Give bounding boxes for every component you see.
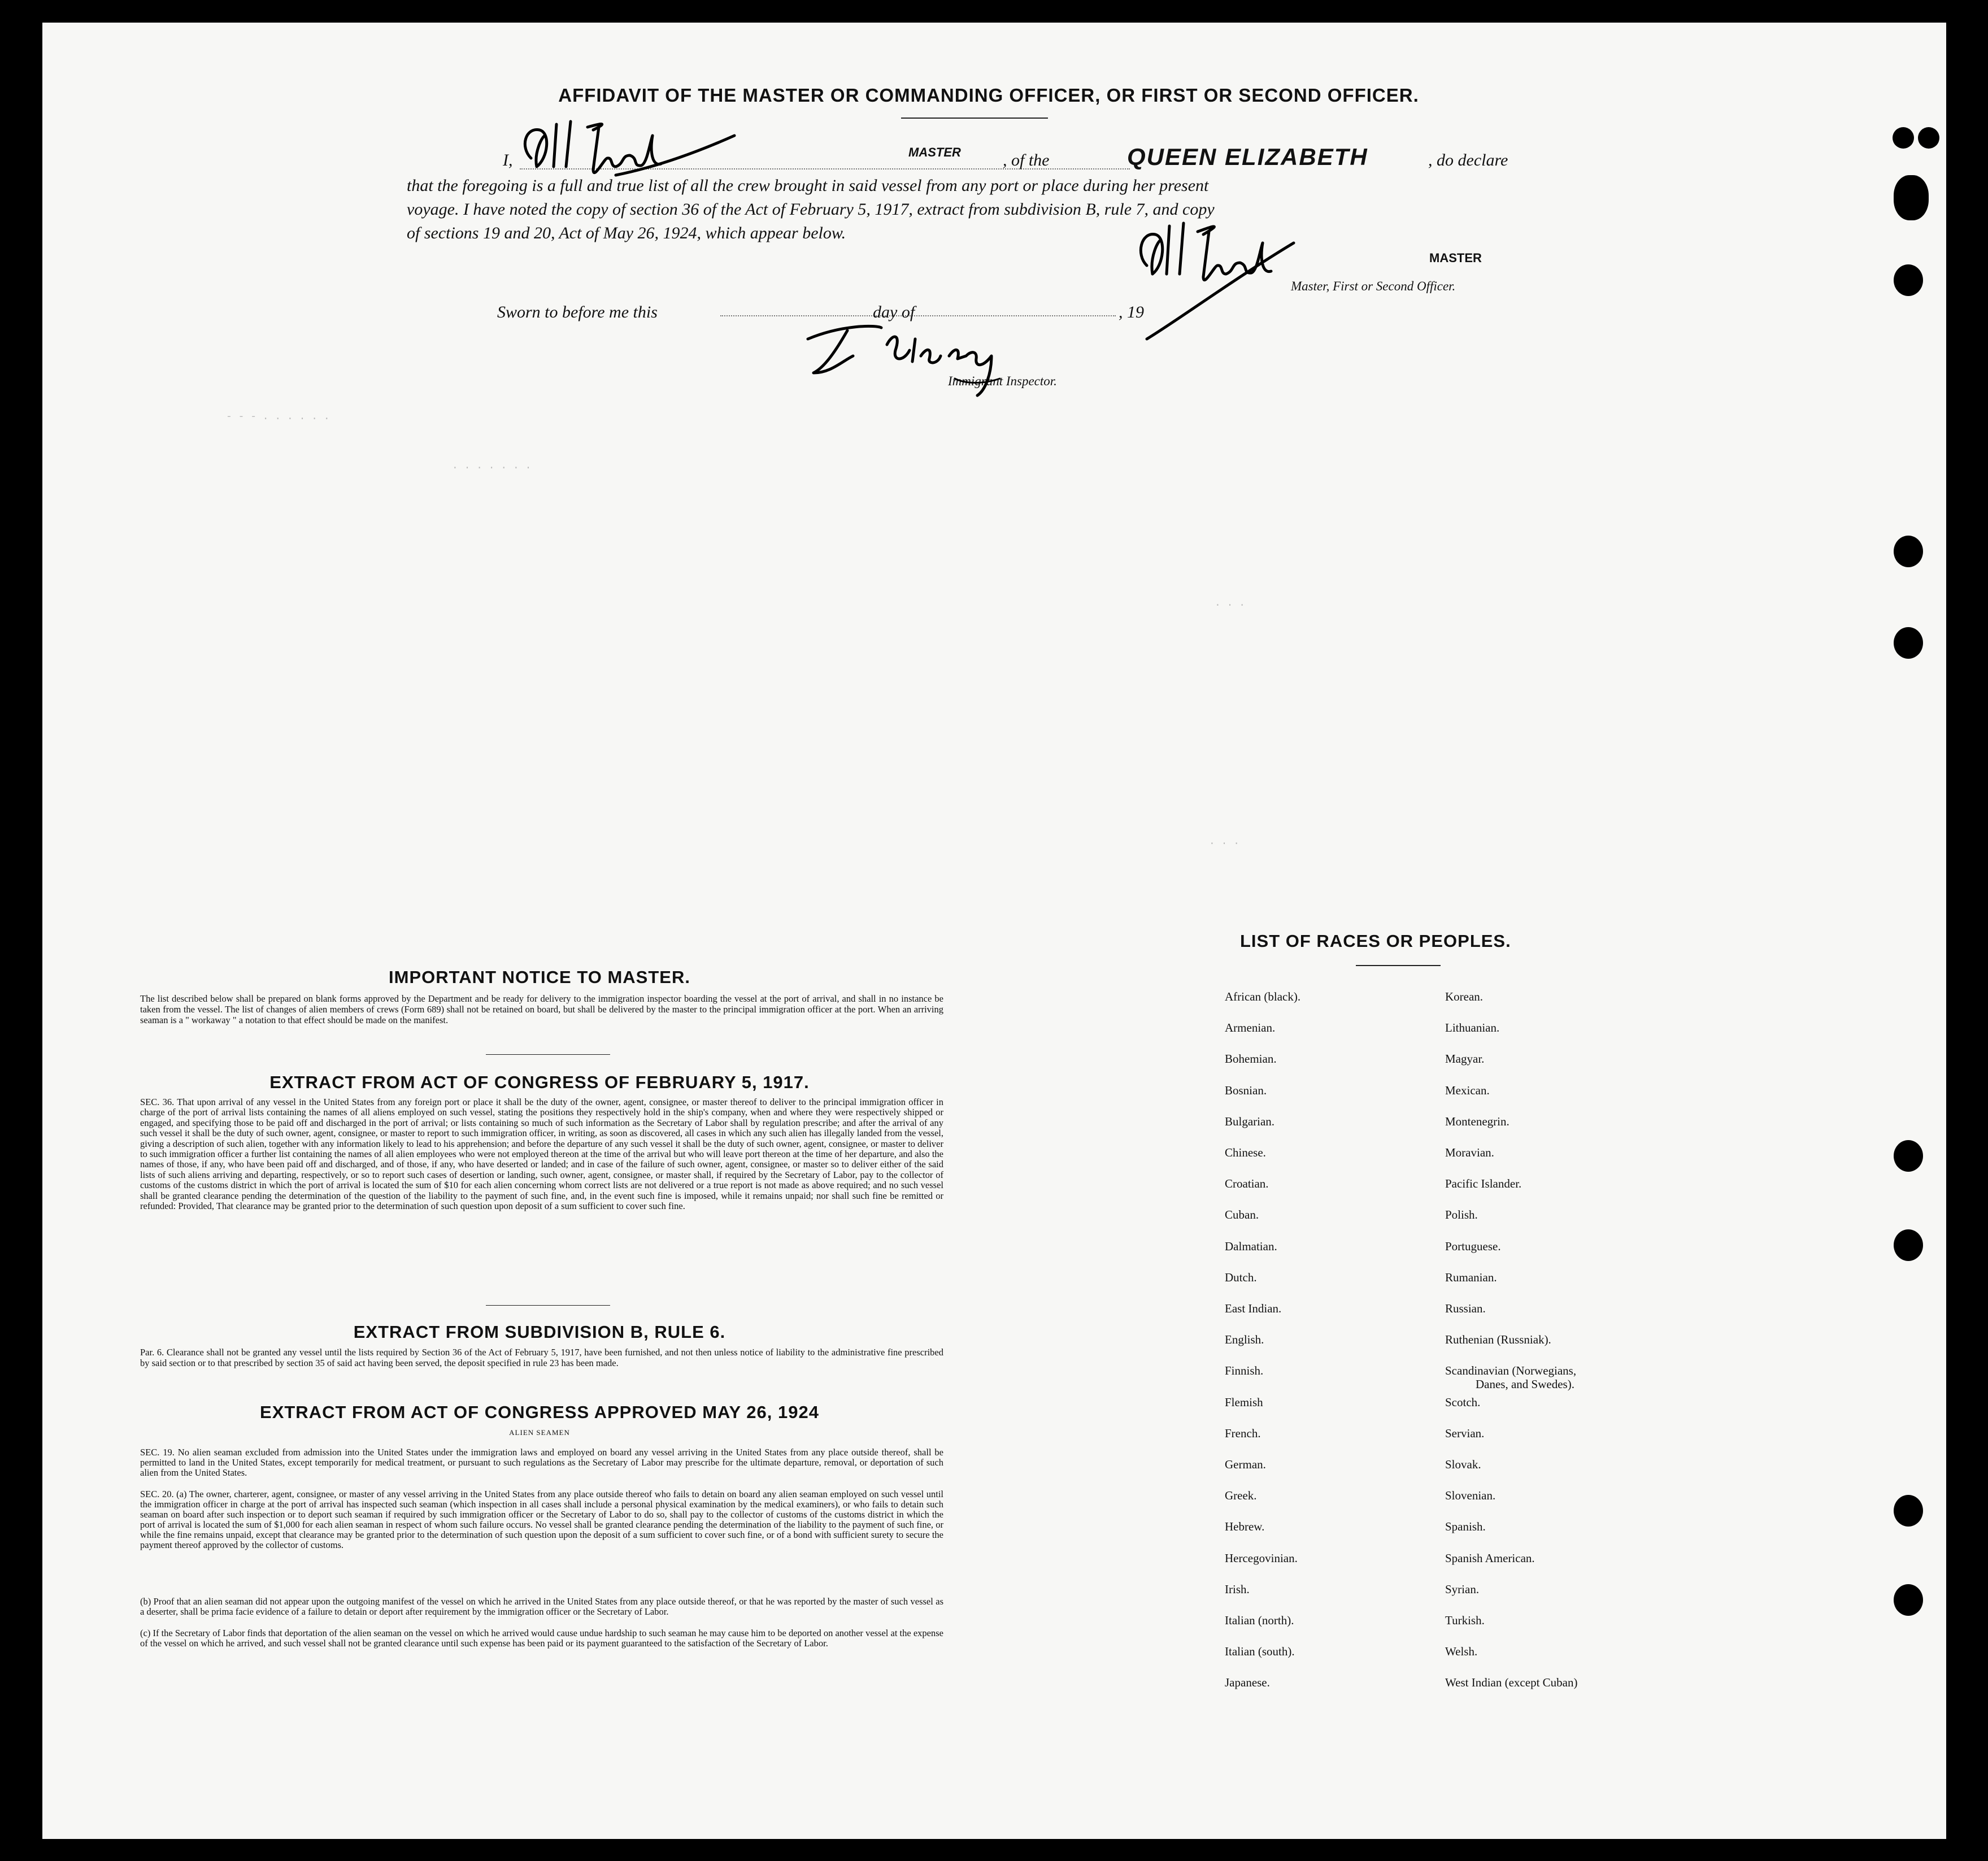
race-item: Syrian. — [1445, 1582, 1480, 1596]
race-item: African (black). — [1225, 990, 1301, 1003]
inspector-caption: Immigrant Inspector. — [948, 374, 1057, 388]
inspector-signature — [797, 316, 1068, 401]
punch-hole — [1894, 264, 1923, 296]
race-item: Dutch. — [1225, 1270, 1257, 1284]
race-item: Scotch. — [1445, 1395, 1481, 1409]
race-item: Servian. — [1445, 1426, 1485, 1440]
master-stamp: MASTER — [908, 145, 961, 159]
rule6-text: Par. 6. Clearance shall not be granted any vessel until the lists required by Section 36 of the Act of February 5, 1917, have been furnished, and not then unless notice of liability to the administrative fine prescribed by said section or to that prescribed by section 35 of said act having been served, the deposit specified in rule 23 has been made. — [140, 1347, 943, 1368]
master-signature-2 — [1124, 209, 1311, 350]
race-item: Spanish American. — [1445, 1551, 1535, 1565]
race-item: Chinese. — [1225, 1146, 1266, 1159]
sec19-text: SEC. 19. No alien seaman excluded from admission into the United States under the immigration laws and employed on board any vessel arriving in the United States from any place outside thereof, shall be permitted to land in the United States, except temporarily for medical treatment, or pursuant to such regulations as the Secretary of Labor may prescribe for the ultimate departure, removal, or deportation of such alien from the United States. — [140, 1447, 943, 1478]
race-item: Montenegrin. — [1445, 1114, 1510, 1128]
race-item: Slovenian. — [1445, 1489, 1496, 1503]
race-item: Mexican. — [1445, 1083, 1490, 1097]
race-item: Armenian. — [1225, 1021, 1276, 1035]
race-item: Dalmatian. — [1225, 1239, 1277, 1253]
race-item: Greek. — [1225, 1489, 1257, 1503]
race-item: Flemish — [1225, 1395, 1263, 1409]
race-item: Welsh. — [1445, 1645, 1478, 1659]
bleed-through: . . . — [1215, 598, 1246, 609]
punch-hole — [1894, 536, 1923, 567]
race-item: Pacific Islander. — [1445, 1177, 1522, 1191]
race-item: Slovak. — [1445, 1458, 1481, 1471]
race-item: Bosnian. — [1225, 1083, 1267, 1097]
punch-hole — [1894, 1229, 1923, 1261]
race-item: German. — [1225, 1458, 1266, 1471]
race-item: Irish. — [1225, 1582, 1250, 1596]
race-item: Ruthenian (Russniak). — [1445, 1333, 1551, 1347]
punch-hole — [1894, 1495, 1923, 1527]
punch-hole — [1894, 627, 1923, 659]
i-label: I, — [503, 151, 513, 169]
master-stamp-2: MASTER — [1429, 251, 1482, 265]
sec20c-text: (c) If the Secretary of Labor finds that deportation of the alien seaman on the vessel on which he arrived would cause undue hardship to such seaman he may cause him to be deported on another vessel at the expense of the vessel on which he arrived, and such vessel shall not be granted clearance until such expense has been paid or its payment guaranteed to the satisfaction of the Secretary of Labor. — [140, 1628, 943, 1649]
of-the-label: , of the — [1003, 151, 1050, 169]
race-item: Cuban. — [1225, 1208, 1259, 1222]
race-item: Danes, and Swedes). — [1476, 1377, 1574, 1391]
race-item: Polish. — [1445, 1208, 1478, 1222]
race-item: English. — [1225, 1333, 1264, 1347]
race-item: East Indian. — [1225, 1302, 1282, 1315]
race-item: Scandinavian (Norwegians, — [1445, 1364, 1577, 1378]
declaration-line-4: of sections 19 and 20, Act of May 26, 1924, which appear below. — [407, 224, 846, 242]
bleed-through: - - - . . . . . . — [226, 411, 330, 423]
year-label: , 19 — [1119, 303, 1144, 321]
document-sheet — [42, 23, 1946, 1839]
race-item: Russian. — [1445, 1302, 1486, 1315]
race-item: Italian (north). — [1225, 1614, 1294, 1627]
declaration-line-3: voyage. I have noted the copy of section 36 of the Act of February 5, 1917, extract from subdivision B, rule 7, and copy — [407, 200, 1215, 219]
punch-hole — [1894, 1584, 1923, 1616]
punch-hole — [1894, 175, 1929, 220]
divider — [486, 1054, 610, 1055]
day-of-label: day of — [873, 303, 915, 321]
races-underline — [1356, 965, 1441, 966]
race-item: Finnish. — [1225, 1364, 1264, 1378]
race-item: Bohemian. — [1225, 1052, 1277, 1066]
declaration-line-2: that the foregoing is a full and true list of all the crew brought in said vessel from any port or place during her present — [407, 176, 1209, 195]
race-item: Hercegovinian. — [1225, 1551, 1298, 1565]
race-item: Turkish. — [1445, 1614, 1485, 1627]
bleed-through: . . . . . . . — [452, 460, 532, 472]
sec20a-text: SEC. 20. (a) The owner, charterer, agent, consignee, or master of any vessel arriving in the United States from any place outside thereof who fails to detain on board any alien seaman employed on such vessel until the immigration officer in charge at the port of arrival has inspected such seaman (which inspection in all cases shall include a personal physical examination by the medical examiners), or who fails to detain such seaman on board after such inspection or to deport such seaman if required by such immigration officer or the Secretary of Labor to do so, shall pay to the collector of customs of the customs district in which the port of arrival is located the sum of $1,000 for each alien seaman in respect of whom such failure occurs. No vessel shall be granted clearance pending the determination of the liability to the payment of such fine, or while the fine remains unpaid, except that clearance may be granted prior to the determination of such question upon the deposit of a sum sufficient to cover such fine, or of a bond with sufficient surety to secure the payment thereof approved by the collector of customs. — [140, 1489, 943, 1550]
race-item: Magyar. — [1445, 1052, 1485, 1066]
race-item: Lithuanian. — [1445, 1021, 1500, 1035]
extract-1924-title: EXTRACT FROM ACT OF CONGRESS APPROVED MAY 26, 1924 — [260, 1402, 819, 1422]
race-item: Italian (south). — [1225, 1645, 1295, 1659]
race-item: Bulgarian. — [1225, 1114, 1275, 1128]
extract-1917-title: EXTRACT FROM ACT OF CONGRESS OF FEBRUARY 5, 1917. — [269, 1072, 810, 1092]
sworn-label: Sworn to before me this — [497, 303, 658, 321]
race-item: Rumanian. — [1445, 1270, 1497, 1284]
race-item: Spanish. — [1445, 1520, 1486, 1534]
title-underline — [901, 118, 1048, 119]
race-item: Korean. — [1445, 990, 1484, 1003]
notice-title: IMPORTANT NOTICE TO MASTER. — [389, 967, 690, 987]
notice-text: The list described below shall be prepared on blank forms approved by the Department and be ready for delivery to the immigration inspector boarding the vessel at the port of arrival, and shall in no instance be taken from the vessel. The list of changes of alien members of crews (Form 689) shall not be retained on board, but shall be delivered by the master to the principal immigration officer at the port. When an arriving seaman is a " workaway " a notation to that effect should be made on the manifest. — [140, 993, 943, 1025]
race-item: Croatian. — [1225, 1177, 1269, 1191]
alien-seamen-subtitle: ALIEN SEAMEN — [509, 1428, 570, 1437]
races-title: LIST OF RACES OR PEOPLES. — [1240, 931, 1511, 951]
race-item: Portuguese. — [1445, 1239, 1501, 1253]
master-signature-1 — [508, 113, 746, 192]
signer-caption: Master, First or Second Officer. — [1291, 279, 1456, 293]
sec20b-text: (b) Proof that an alien seaman did not appear upon the outgoing manifest of the vessel on which he arrived in the United States from any place outside thereof, or that he was reported by the master of such vessel as a deserter, shall be prima facie evidence of a failure to detain or deport after requirement by the immigration officer or the Secretary of Labor. — [140, 1596, 943, 1617]
do-declare-label: , do declare — [1428, 151, 1508, 169]
bleed-through: . . . — [1209, 836, 1240, 847]
affidavit-title: AFFIDAVIT OF THE MASTER OR COMMANDING OFFICER, OR FIRST OR SECOND OFFICER. — [558, 85, 1419, 106]
vessel-name: QUEEN ELIZABETH — [1127, 144, 1368, 170]
rule6-title: EXTRACT FROM SUBDIVISION B, RULE 6. — [353, 1322, 726, 1342]
race-item: Moravian. — [1445, 1146, 1494, 1159]
race-item: Hebrew. — [1225, 1520, 1265, 1534]
punch-hole — [1918, 127, 1939, 149]
divider — [486, 1305, 610, 1306]
race-item: French. — [1225, 1426, 1261, 1440]
race-item: West Indian (except Cuban) — [1445, 1676, 1578, 1690]
punch-hole — [1894, 1140, 1923, 1172]
race-item: Japanese. — [1225, 1676, 1270, 1690]
punch-hole — [1893, 127, 1914, 149]
extract-1917-text: SEC. 36. That upon arrival of any vessel in the United States from any foreign port or place it shall be the duty of the owner, agent, consignee, or master thereof to deliver to the principal immigration officer in charge of the port of arrival lists containing the names of all aliens employed on such vessel, stating the positions they respectively hold in the ship's company, when and where they were respectively shipped or engaged, and specifying those to be paid off and discharged in the port of arrival; or lists containing so much of such information as the Secretary of Labor shall by regulation prescribe; and after the arrival of any such vessel it shall be the duty of such owner, agent, consignee, or master to report to such immigration officer, in writing, as soon as discovered, all cases in which any such alien has illegally landed from the vessel, giving a description of such alien, together with any information likely to lead to his apprehension; and before the departure of any such vessel it shall be the duty of such owner, agent, consignee, or master to deliver to such immigration officer a further list containing the names of all alien employees who were not employed thereon at the time of the arrival but who will leave port thereon at the time of her departure, and also the names of those, if any, who have been paid off and discharged, and of those, if any, who have deserted or landed; and in case of the failure of such owner, agent, consignee, or master so to deliver either of the said lists of such aliens arriving and departing, respectively, or so to report such cases of desertion or landing, such owner, agent, consignee, or master shall, if required by the Secretary of Labor, pay to the collector of customs of the customs district in which the port of arrival is located the sum of $10 for each alien concerning whom correct lists are not delivered or a true report is not made as above required; and no such vessel shall be granted clearance pending the determination of the question of the liability to the payment of such fine, and, in the event such fine is imposed, while it remains unpaid; nor shall such fine be remitted or refunded: Provided, That clearance may be granted prior to the determination of such question upon deposit of a sum sufficient to cover such fine. — [140, 1097, 943, 1212]
